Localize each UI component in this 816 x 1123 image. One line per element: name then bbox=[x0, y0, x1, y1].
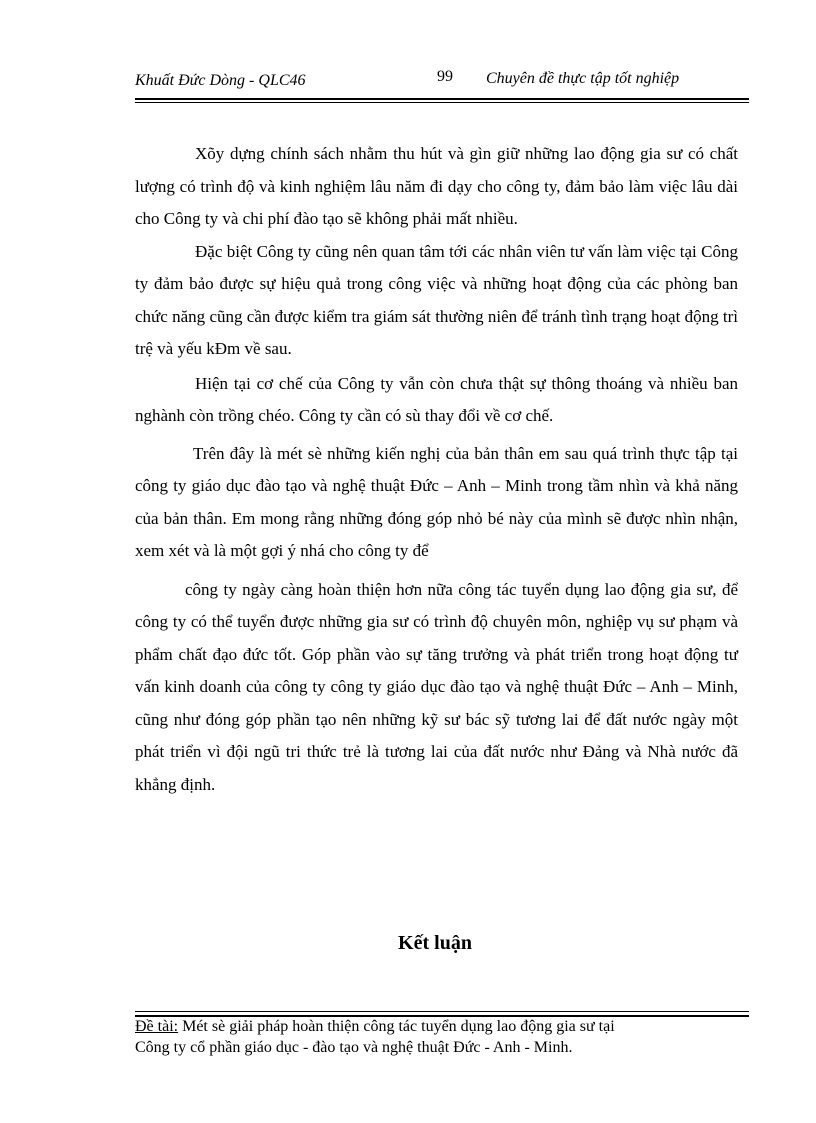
page-number: 99 bbox=[437, 68, 453, 85]
paragraph: công ty ngày càng hoàn thiện hơn nữa công tác tuyển dụng lao động gia sư, để công ty có thể tuyển được những gia sư có trình độ chuyên môn, nghiệp vụ sư phạm và phẩm chất đạo đức tốt. Góp phần vào sự tăng trưởng và phát triển trong hoạt động tư vấn kinh doanh của công ty công ty giáo dục đào tạo và nghệ thuật Đức – Anh – Minh, cũng như đóng góp phần tạo nên những kỹ sư bác sỹ tương lai để đất nước ngày một phát triển vì đội ngũ tri thức trẻ là tương lai của đất nước như Đảng và Nhà nước đã khẳng định. bbox=[135, 579, 738, 794]
header-rule-thick bbox=[135, 98, 749, 100]
paragraph: Trên đây là mét sè những kiến nghị của bản thân em sau quá trình thực tập tại công ty giáo dục đào tạo và nghệ thuật Đức – Anh – Minh trong tầm nhìn và khả năng của bản thân. Em mong rằng những đóng góp nhỏ bé này của mình sẽ được nhìn nhận, xem xét và là một gợi ý nhá cho công ty để bbox=[135, 443, 738, 560]
page-header bbox=[135, 70, 749, 92]
paragraph: Hiện tại cơ chế của Công ty vẫn còn chưa thật sự thông thoáng và nhiều ban nghành còn trồng chéo. Công ty cần có sù thay đổi về cơ chế. bbox=[135, 373, 738, 425]
footer-line-2: Công ty cổ phần giáo dục - đào tạo và nghệ thuật Đức - Anh - Minh. bbox=[135, 1039, 573, 1056]
header-rule-thin bbox=[135, 102, 749, 103]
paragraph: Xõy dựng chính sách nhằm thu hút và gìn giữ những lao động gia sư có chất lượng có trình độ và kinh nghiệm lâu năm đi dạy cho công ty, đảm bảo làm việc lâu dài cho Công ty và chi phí đào tạo sẽ không phải mất nhiều. bbox=[135, 144, 738, 228]
header-author: Khuất Đức Dòng - QLC46 bbox=[135, 72, 306, 89]
header-subject: Chuyên đề thực tập tốt nghiệp bbox=[486, 70, 680, 87]
footer-title-part-1: Mét sè giải pháp hoàn thiện công tác tuyển dụng lao động gia sư tại bbox=[178, 1018, 615, 1035]
footer-rule-thin bbox=[135, 1011, 749, 1012]
conclusion-heading: Kết luận bbox=[398, 932, 472, 954]
paragraph: Đặc biệt Công ty cũng nên quan tâm tới các nhân viên tư vấn làm việc tại Công ty đảm bảo được sự hiệu quả trong công việc và những hoạt động của các phòng ban chức năng cũng cần được kiểm tra giám sát thường niên để tránh tình trạng hoạt động trì trệ và yếu kÐm về sau. bbox=[135, 241, 738, 358]
footer-label: Đề tài: bbox=[135, 1018, 179, 1035]
body-text bbox=[135, 138, 738, 801]
footer-line-1 bbox=[135, 1016, 749, 1037]
page-footer bbox=[135, 1016, 749, 1058]
